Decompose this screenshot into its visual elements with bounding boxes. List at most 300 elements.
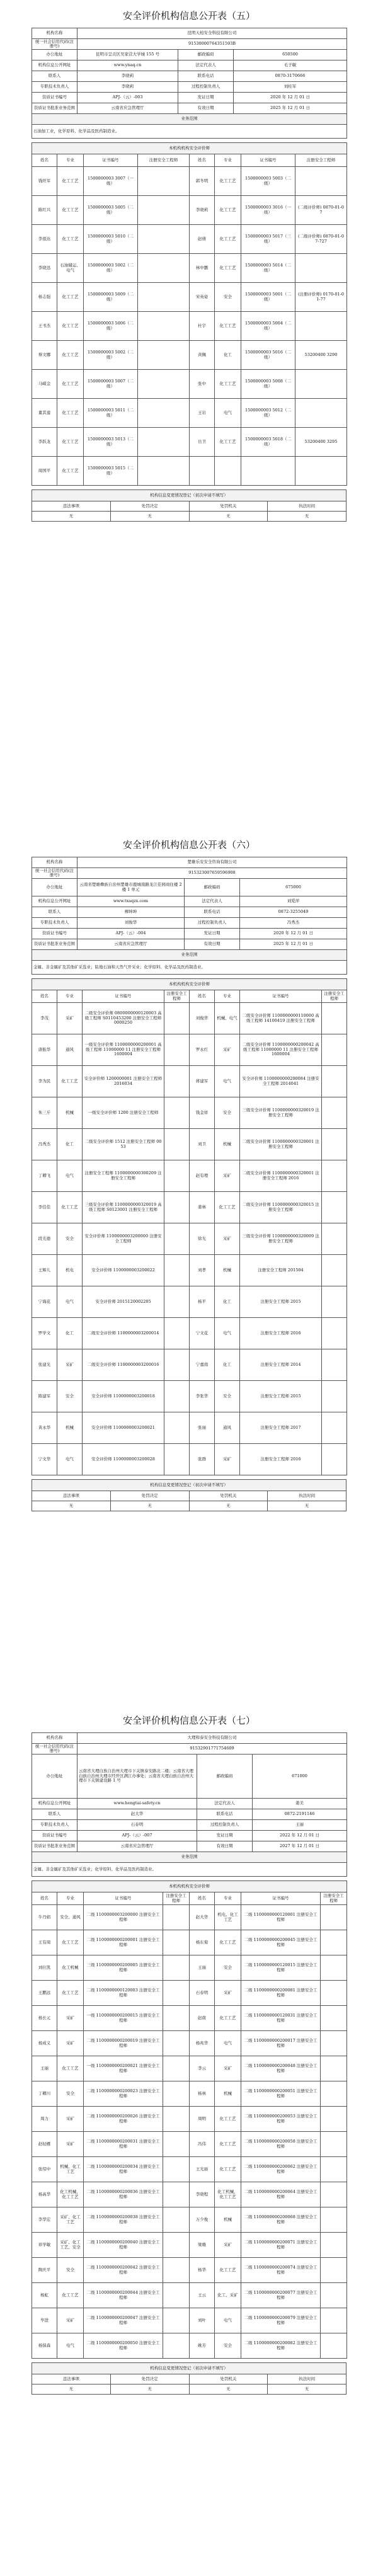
staff-reg bbox=[163, 2233, 190, 2258]
change-label: 机构信息变更情况登记（初次申请不填写） bbox=[32, 490, 346, 501]
cell: 无 bbox=[110, 1501, 189, 1511]
scope-label: 业务范围 bbox=[32, 114, 347, 125]
scope-text: 石油加工业，化学原料、化学品及医药制造业。 bbox=[32, 125, 347, 139]
staff-cert: 安全评价师 2015120002205 bbox=[83, 1286, 164, 1318]
info-row bbox=[32, 60, 347, 71]
table-row bbox=[32, 2258, 347, 2283]
staff-reg bbox=[164, 1066, 190, 1097]
staff-reg bbox=[163, 1905, 190, 1930]
staff-major: 电气 bbox=[215, 399, 241, 428]
staff-reg bbox=[321, 2006, 347, 2031]
table-row bbox=[32, 457, 347, 486]
staff-major: 安全 bbox=[57, 1381, 83, 1412]
staff-cert: 三级 1100000000200005 注册安全工程师 bbox=[84, 1955, 163, 1981]
staff-name: 李为民 bbox=[32, 1066, 57, 1097]
change-table bbox=[32, 489, 346, 522]
staff-name bbox=[190, 457, 215, 486]
staff-reg bbox=[163, 2006, 190, 2031]
staff-reg bbox=[164, 1097, 190, 1129]
staff-cert: 安全评价师 1100000000200084 注册安全工程师 2014041 bbox=[240, 1066, 322, 1097]
value: APJ-（云）-004 bbox=[77, 929, 185, 939]
staff-cert: 一级安全评价师 1100000000200001 高级工程师 11000000 11 注册安全工程师 1600004 bbox=[83, 1034, 164, 1066]
table-row bbox=[32, 2157, 347, 2182]
section-title: 安全评价机构信息公开表（六） bbox=[122, 839, 255, 850]
staff-major: 化工工艺 bbox=[215, 225, 241, 254]
table-row bbox=[32, 428, 347, 457]
table-row bbox=[32, 283, 347, 312]
staff-cert: 三级安全评价师 1100000000320009 注册安全工程师 bbox=[240, 1223, 322, 1255]
staff-name: 马嵘金 bbox=[32, 370, 57, 399]
staff-cert: 1500000003 5006（二级） bbox=[84, 312, 138, 341]
info-row bbox=[32, 896, 347, 907]
staff-major: 电气 bbox=[57, 1160, 83, 1192]
staff-name: 杜宇 bbox=[190, 312, 215, 341]
staff-major: 电气 bbox=[215, 2031, 241, 2056]
staff-name: 李茂 bbox=[32, 1003, 57, 1034]
info-row bbox=[32, 857, 347, 868]
staff-reg bbox=[163, 2056, 190, 2081]
staff-name: 刘仕凯 bbox=[32, 1955, 57, 1981]
col-header: 证书编号 bbox=[84, 154, 138, 167]
staff-cert: 二级安全评价师 0800000000120003 高级工程师 S0110453200 注册安全工程师 0000250 bbox=[83, 1003, 164, 1034]
change-label: 机构信息变更情况登记（初次申请不填写） bbox=[32, 1480, 346, 1491]
staff-major: 化工工艺 bbox=[215, 1192, 240, 1223]
staff-major: 采矿 bbox=[215, 1034, 240, 1066]
table-row bbox=[32, 1981, 347, 2006]
label: 联系电话 bbox=[197, 1809, 253, 1820]
col-header: 姓名 bbox=[32, 1892, 57, 1905]
table-row bbox=[32, 1034, 347, 1066]
staff-label: 本机构机构安全评价师 bbox=[32, 1881, 347, 1892]
label: 机构名称 bbox=[32, 1733, 77, 1744]
staff-name: 钱金祥 bbox=[190, 1097, 215, 1129]
staff-name: 李祖达 bbox=[32, 225, 57, 254]
staff-name: 蒋建军 bbox=[190, 1066, 215, 1097]
staff-reg bbox=[164, 1444, 190, 1475]
staff-major: 通风 bbox=[57, 1034, 83, 1066]
staff-cert: 二级 1100000000200051 注册安全工程师 bbox=[241, 2081, 321, 2107]
staff-cert: 二级 1100000000200036 注册安全工程师 bbox=[84, 2182, 163, 2207]
staff-name: 陶庆平 bbox=[32, 2258, 57, 2283]
value: 650500 bbox=[234, 50, 347, 60]
staff-major: 机械 bbox=[215, 2207, 241, 2233]
info-row bbox=[32, 1755, 347, 1799]
col-header: 执法时间 bbox=[268, 501, 346, 512]
staff-major: 采矿 bbox=[57, 2308, 84, 2333]
col-header: 专业 bbox=[57, 990, 83, 1003]
staff-name: 陈红兴 bbox=[32, 196, 57, 225]
staff-cert bbox=[241, 457, 295, 486]
staff-reg bbox=[322, 1286, 347, 1318]
col-header: 执法时间 bbox=[268, 1491, 346, 1501]
staff-reg bbox=[163, 2081, 190, 2107]
org-info-table bbox=[32, 857, 347, 975]
staff-name: 赵倩 bbox=[190, 225, 215, 254]
label: 有效日期 bbox=[185, 939, 240, 950]
staff-cert: 1500000003 5002（二级） bbox=[84, 341, 138, 370]
value: 冯秀杰 bbox=[240, 918, 347, 929]
staff-cert: 二级 1100000000120001 注册安全工程师 bbox=[241, 1905, 321, 1930]
info-row bbox=[32, 50, 347, 60]
staff-reg bbox=[163, 2132, 190, 2157]
staff-cert: 二级安全评价师 1100000000200042 高级工程师 11000000 11 注册安全工程师 1600004 bbox=[240, 1034, 322, 1066]
staff-reg bbox=[164, 1286, 190, 1318]
staff-cert: 一级 1100000000200015 注册安全工程师 bbox=[84, 2006, 163, 2031]
staff-cert: 注册安全工程师 1100000000300209 注册安全工程师 bbox=[83, 1160, 164, 1192]
staff-name: 李张华 bbox=[190, 1381, 215, 1412]
scope-text: 金属、非金属矿及其他矿采选业；化学原料、化学品及医药制造业。 bbox=[32, 1863, 347, 1877]
value: 昆明天柏安全科技有限公司 bbox=[77, 28, 347, 39]
staff-cert: 1500000003 5001（二级） bbox=[241, 283, 295, 312]
staff-cert: 安全评价师 1200000001 注册安全工程师 2016034 bbox=[83, 1066, 164, 1097]
staff-name: 姚芳 bbox=[190, 2333, 215, 2359]
staff-major: 采矿 bbox=[57, 2006, 84, 2031]
staff-name: 刘卫 bbox=[190, 1129, 215, 1160]
staff-major: 化工工艺 bbox=[57, 283, 84, 312]
staff-major: 化工工艺 bbox=[215, 2132, 241, 2157]
staff-major: 采矿 bbox=[215, 1160, 240, 1192]
staff-cert: 二级 1100000000200062 注册安全工程师 bbox=[241, 2157, 321, 2182]
label: 办公地址 bbox=[32, 50, 77, 60]
staff-name: 毕进 bbox=[32, 2308, 57, 2333]
staff-major: 安全 bbox=[57, 2258, 84, 2283]
table-row bbox=[32, 1381, 347, 1412]
label: 办公地址 bbox=[32, 1755, 77, 1799]
staff-name: 周明 bbox=[190, 2107, 215, 2132]
staff-name: 杨保森 bbox=[32, 2333, 57, 2359]
staff-cert: 1500000003 5015（二级） bbox=[84, 457, 138, 486]
col-header: 证书编号 bbox=[240, 990, 322, 1003]
table-row bbox=[32, 1097, 347, 1129]
website-link[interactable]: www.ynaq.cn bbox=[77, 60, 178, 71]
staff-label: 本机构机构安全评价师 bbox=[32, 143, 347, 154]
staff-cert: 三级安全评价师 1100000000320019 注册安全工程师 bbox=[240, 1097, 322, 1129]
staff-reg bbox=[138, 283, 190, 312]
table-row bbox=[32, 2182, 347, 2207]
staff-reg bbox=[321, 1955, 347, 1981]
scope-row bbox=[32, 1863, 347, 1877]
staff-reg: (二级评价师) 0870-01-07-727 bbox=[295, 225, 347, 254]
cell: 无 bbox=[32, 1501, 111, 1511]
col-header: 处罚决定 bbox=[110, 501, 189, 512]
staff-reg bbox=[321, 2081, 347, 2107]
label: 过程控制负责人 bbox=[185, 918, 240, 929]
staff-major: 化工工艺 bbox=[215, 1930, 241, 1955]
staff-name: 牛丹娟 bbox=[32, 1905, 57, 1930]
staff-major: 化工机械 bbox=[57, 1955, 84, 1981]
staff-cert: 二级 1100000000200074 注册安全工程师 bbox=[241, 2258, 321, 2283]
label: 邮政编码 bbox=[178, 50, 234, 60]
table-row bbox=[32, 2233, 347, 2258]
staff-name: 王丽 bbox=[32, 2056, 57, 2081]
col-header: 证书编号 bbox=[84, 1892, 163, 1905]
section-five bbox=[0, 9, 378, 818]
staff-reg bbox=[321, 2182, 347, 2207]
label: 资质证书批准业务范围 bbox=[32, 939, 77, 950]
value: 李晓莉 bbox=[77, 71, 178, 82]
staff-major: 化工工艺 bbox=[57, 196, 84, 225]
label: 专职技术负责人 bbox=[32, 1820, 77, 1831]
staff-reg bbox=[163, 2182, 190, 2207]
staff-name: 冯伟 bbox=[190, 2132, 215, 2157]
staff-reg bbox=[164, 1412, 190, 1444]
staff-major: 化工工艺 bbox=[57, 1066, 83, 1097]
staff-reg bbox=[321, 2107, 347, 2132]
staff-major: 安全 bbox=[215, 1097, 240, 1129]
col-header: 注册安全工程师 bbox=[295, 154, 347, 167]
staff-cert: 安全评价师 1100000003200000 注册安全工程师 bbox=[83, 1223, 164, 1255]
staff-reg bbox=[163, 2157, 190, 2182]
staff-reg: 53200400 3295 bbox=[295, 428, 347, 457]
staff-name: 赵大华 bbox=[190, 1905, 215, 1930]
staff-reg bbox=[322, 1412, 347, 1444]
scope-label-row bbox=[32, 950, 347, 961]
staff-major: 采矿 bbox=[57, 2107, 84, 2132]
label: 发证日期 bbox=[178, 93, 234, 103]
staff-reg bbox=[164, 1034, 190, 1066]
label: 过程控制负责人 bbox=[178, 82, 234, 93]
col-header: 违法事项 bbox=[32, 1491, 111, 1501]
value: 675000 bbox=[240, 879, 347, 896]
staff-reg bbox=[163, 2207, 190, 2233]
staff-major: 电气 bbox=[57, 1444, 83, 1475]
label: 发证日期 bbox=[197, 1831, 253, 1841]
section-title: 安全评价机构信息公开表（五） bbox=[122, 10, 255, 21]
info-row bbox=[32, 82, 347, 93]
staff-major: 化工 bbox=[215, 1349, 240, 1381]
staff-major: 化工 bbox=[215, 341, 241, 370]
staff-name: 王书杰 bbox=[32, 312, 57, 341]
value: 毛子敏 bbox=[234, 60, 347, 71]
cell: 无 bbox=[268, 1501, 346, 1511]
table-row bbox=[32, 1955, 347, 1981]
staff-name: 杨平 bbox=[190, 1286, 215, 1318]
staff-major: 化工工艺 bbox=[57, 1192, 83, 1223]
staff-cert: 1500000003 5003（二级） bbox=[241, 167, 295, 196]
staff-name: 张绍中 bbox=[32, 2157, 57, 2182]
staff-cert: 二级 1100000000200042 注册安全工程师 bbox=[84, 2258, 163, 2283]
value: 91532901771754609 bbox=[77, 1744, 347, 1755]
col-header: 证书编号 bbox=[241, 154, 295, 167]
staff-cert: 1500000003 3016（一级） bbox=[241, 196, 295, 225]
staff-major: 化工工艺 bbox=[57, 341, 84, 370]
info-row bbox=[32, 39, 347, 50]
value: 云南省应急管理厅 bbox=[77, 1841, 197, 1852]
staff-cert: 二级 1100000000200038 注册安全工程师 bbox=[84, 2207, 163, 2233]
staff-reg bbox=[138, 196, 190, 225]
label: 法定代表人 bbox=[178, 60, 234, 71]
staff-major: 采矿、化工工艺 bbox=[57, 2207, 84, 2233]
scope-label-row bbox=[32, 114, 347, 125]
staff-major: 化工、采矿 bbox=[215, 2283, 241, 2308]
staff-reg bbox=[164, 1255, 190, 1286]
label: 专职技术负责人 bbox=[32, 918, 77, 929]
info-row bbox=[32, 28, 347, 39]
table-row bbox=[32, 1129, 347, 1160]
staff-cert: 二级 1100000000200079 注册安全工程师 bbox=[241, 2308, 321, 2333]
value: 赵大华 bbox=[77, 1809, 197, 1820]
staff-reg bbox=[138, 457, 190, 486]
staff-name: 黄永华 bbox=[32, 1412, 57, 1444]
staff-name: 林中鹏 bbox=[190, 254, 215, 283]
staff-name: 赵南 bbox=[190, 2006, 215, 2031]
table-row bbox=[32, 1286, 347, 1318]
staff-name: 姜林 bbox=[190, 1192, 215, 1223]
section-six bbox=[0, 838, 378, 1701]
staff-name: 丁卿川 bbox=[32, 2081, 57, 2107]
label: 邮政编码 bbox=[197, 1755, 253, 1799]
staff-major: 电气 bbox=[57, 2333, 84, 2359]
staff-major: 采矿 bbox=[215, 1444, 240, 1475]
value: 2025 年 12 月 01 日 bbox=[240, 939, 347, 950]
label: 联系人 bbox=[32, 71, 77, 82]
label: 过程控制负责人 bbox=[197, 1820, 253, 1831]
staff-major: 采矿 bbox=[215, 2233, 241, 2258]
staff-reg bbox=[321, 1905, 347, 1930]
staff-major: 化工工艺 bbox=[57, 399, 84, 428]
staff-name: 李跃龙 bbox=[32, 428, 57, 457]
staff-major: 安全 bbox=[57, 1223, 83, 1255]
staff-cert: 二级 1100000000200026 注册安全工程师 bbox=[84, 2107, 163, 2132]
staff-major: 机电 bbox=[57, 1255, 83, 1286]
label: 联系人 bbox=[32, 907, 77, 918]
staff-cert: 二级 1100000000200031 注册安全工程师 bbox=[84, 2132, 163, 2157]
value: 刘桂军 bbox=[234, 82, 347, 93]
staff-major: 化工工艺 bbox=[57, 457, 84, 486]
staff-reg bbox=[163, 2283, 190, 2308]
staff-cert: 1500000003 5007（二级） bbox=[84, 370, 138, 399]
staff-major: 机械 bbox=[215, 1255, 240, 1286]
staff-reg: 53200400 3290 bbox=[295, 341, 347, 370]
staff-name: 杨成义 bbox=[32, 2031, 57, 2056]
table-row bbox=[32, 254, 347, 283]
info-row bbox=[32, 93, 347, 103]
staff-reg bbox=[163, 2333, 190, 2359]
label: 机构信息公开网址 bbox=[32, 60, 77, 71]
staff-table bbox=[32, 978, 347, 1475]
label: 资质证书批准业务范围 bbox=[32, 1841, 77, 1852]
staff-cert: 1500000003 5008（二级） bbox=[241, 370, 295, 399]
staff-name: 杨林 bbox=[190, 2081, 215, 2107]
label: 资质证书编号 bbox=[32, 929, 77, 939]
table-row bbox=[32, 2308, 347, 2333]
col-header: 姓名 bbox=[32, 990, 57, 1003]
staff-reg bbox=[321, 2258, 347, 2283]
value: 刘俊华 bbox=[77, 918, 185, 929]
value: 671000 bbox=[253, 1755, 347, 1799]
value: APJ-（云）-007 bbox=[77, 1831, 197, 1841]
table-row bbox=[32, 2283, 347, 2308]
staff-major: 安全、通风 bbox=[57, 1905, 84, 1930]
staff-name: 周力 bbox=[32, 2107, 57, 2132]
staff-name: 冯秀杰 bbox=[32, 1129, 57, 1160]
staff-reg bbox=[164, 1223, 190, 1255]
staff-cert: 1500000003 5018（二级） bbox=[241, 428, 295, 457]
col-header: 专业 bbox=[57, 154, 84, 167]
staff-name: 宁海花 bbox=[32, 1286, 57, 1318]
staff-reg bbox=[322, 1034, 347, 1066]
staff-reg bbox=[322, 1066, 347, 1097]
staff-reg bbox=[321, 2132, 347, 2157]
staff-cert: 安全评价师 1100000003200022 bbox=[83, 1255, 164, 1286]
value: 0870-3170666 bbox=[234, 71, 347, 82]
staff-major: 采矿 bbox=[57, 2031, 84, 2056]
label: 联系人 bbox=[32, 1809, 77, 1820]
staff-reg bbox=[321, 2157, 347, 2182]
table-row bbox=[32, 1192, 347, 1223]
staff-cert: 二级 1100000000200048 注册安全工程师 bbox=[241, 2056, 321, 2081]
staff-cert: 二级 1100000000200068 注册安全工程师 bbox=[241, 2207, 321, 2233]
staff-reg bbox=[321, 2056, 347, 2081]
staff-cert: 注册安全工程师 2016 bbox=[240, 1444, 322, 1475]
staff-reg bbox=[138, 167, 190, 196]
staff-major: 采矿 bbox=[57, 2132, 84, 2157]
table-row bbox=[32, 167, 347, 196]
staff-major: 化工工艺 bbox=[57, 1981, 84, 2006]
staff-reg bbox=[163, 1955, 190, 1981]
staff-reg bbox=[322, 1318, 347, 1349]
staff-header bbox=[32, 990, 347, 1003]
staff-cert: 注册安全工程师 2017 bbox=[240, 1412, 322, 1444]
website-link[interactable]: www.txaqzx.com bbox=[77, 896, 185, 907]
staff-cert: 安全评价师 1100000003200021 bbox=[83, 1412, 164, 1444]
staff-reg bbox=[322, 1444, 347, 1475]
staff-major: 化工工艺 bbox=[57, 167, 84, 196]
cell: 无 bbox=[189, 1501, 268, 1511]
staff-reg bbox=[322, 1255, 347, 1286]
table-row bbox=[32, 1160, 347, 1192]
staff-name: 陈建军 bbox=[32, 1381, 57, 1412]
info-row bbox=[32, 918, 347, 929]
info-row bbox=[32, 71, 347, 82]
staff-name: 丁卿飞 bbox=[32, 1160, 57, 1192]
cell: 无 bbox=[268, 512, 346, 522]
staff-major: 电气 bbox=[215, 1318, 240, 1349]
staff-name: 杨虹 bbox=[32, 2283, 57, 2308]
staff-reg bbox=[321, 1930, 347, 1955]
staff-reg bbox=[163, 2031, 190, 2056]
value: 昆明市呈贡区吴家营大学城 155 号 bbox=[77, 50, 178, 60]
staff-label: 本机构机构安全评价师 bbox=[32, 979, 347, 990]
staff-major: 石油储运、电气 bbox=[57, 254, 84, 283]
staff-major: 安全 bbox=[215, 2333, 241, 2359]
staff-name: 王丽 bbox=[190, 1955, 215, 1981]
staff-cert: 三级安全评价师 1100000000320019 高级工程师 S0123001 注册安全工程师 bbox=[83, 1192, 164, 1223]
staff-name: 刘孝 bbox=[190, 1255, 215, 1286]
staff-name: 王有周 bbox=[32, 1930, 57, 1955]
staff-major: 化工工艺 bbox=[57, 225, 84, 254]
info-row bbox=[32, 907, 347, 918]
website-link[interactable]: www.hengtai-safety.cn bbox=[77, 1799, 197, 1809]
staff-name: 杨高华 bbox=[32, 2182, 57, 2207]
table-row bbox=[32, 1003, 347, 1034]
staff-reg bbox=[163, 1930, 190, 1955]
staff-cert: 1500000003 5016（二级） bbox=[241, 341, 295, 370]
staff-major: 化工工艺 bbox=[215, 167, 241, 196]
staff-cert: 二级 1100000000200045 注册安全工程师 bbox=[241, 1930, 321, 1955]
label: 专职技术负责人 bbox=[32, 82, 77, 93]
staff-table bbox=[32, 142, 347, 486]
staff-reg bbox=[322, 1160, 347, 1192]
staff-cert: 1500000003 5005（二级） bbox=[84, 196, 138, 225]
staff-cert: 1500000003 5013（二级） bbox=[84, 428, 138, 457]
staff-name: 石春明 bbox=[190, 1981, 215, 2006]
staff-cert: 二级 1100000000200001 注册安全工程师 bbox=[84, 1930, 163, 1955]
info-row bbox=[32, 1799, 347, 1809]
staff-reg bbox=[322, 1223, 347, 1255]
staff-name: 李晓程 bbox=[190, 2182, 215, 2207]
staff-reg bbox=[321, 2031, 347, 2056]
